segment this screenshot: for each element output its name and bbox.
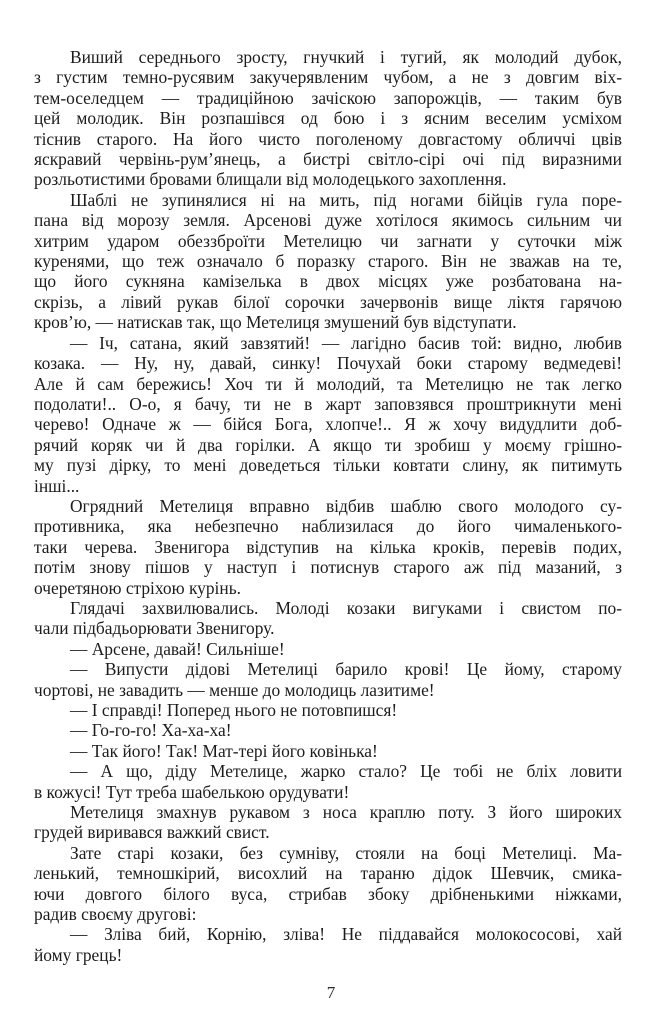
text-line: Метелиця змахнув рукавом з носа краплю поту. З його широких: [70, 802, 622, 823]
text-line: пана від морозу земля. Арсенові дуже хотілося якимось сильним чи: [34, 210, 622, 231]
text-line: — А що, діду Метелице, жарко стало? Це тобі не бліх ловити: [70, 761, 622, 782]
text-line: потім знову пішов у наступ і потиснув старого аж під мазаний, з: [34, 557, 622, 578]
text-line: таки черева. Звенигора відступив на кілька кроків, перевів подих,: [34, 536, 622, 557]
text-line: радив своєму другові:: [34, 904, 197, 925]
text-line: цей молодик. Він розпашівся од бою і з ясним веселим усміхом: [34, 108, 622, 129]
text-line: Зате старі козаки, без сумніву, стояли на боці Метелиці. Ма-: [70, 842, 622, 863]
text-line: що його сукняна камізелька в двох місцях уже розбатована на-: [34, 271, 622, 292]
text-line: в кожусі! Тут треба шабелькою орудувати!: [34, 781, 350, 802]
text-line: розльотистими бровами блищали від молодецького захоплення.: [34, 169, 507, 190]
text-line: Глядачі захвилювались. Молоді козаки вигуками і свистом по-: [70, 597, 622, 618]
page-number: 7: [326, 983, 336, 1002]
paragraph: [34, 333, 622, 496]
text-line: чали підбадьорювати Звенигору.: [34, 618, 275, 639]
paragraph: [34, 802, 622, 843]
text-line: Виший середнього зросту, гнучкий і тугий, як молодий дубок,: [70, 47, 622, 67]
text-line: — І справді! Поперед нього не потовпишся!: [70, 700, 398, 720]
text-block: [34, 47, 622, 965]
text-line: рячий коряк чи й два горілки. А якщо ти зробиш у моєму грішно-: [34, 434, 622, 455]
text-line: хитрим ударом обеззброїти Метелицю чи загнати у суточки між: [34, 230, 622, 251]
text-line: му пузі дірку, то мені доведеться тільки ковтати слину, як питимуть: [34, 455, 622, 476]
text-line: кров’ю, — натискав так, що Метелиця змушений був відступати.: [34, 312, 517, 333]
paragraph: [34, 720, 622, 740]
text-line: — Випусти дідові Метелиці барило крові! Це йому, старому: [70, 659, 622, 680]
text-line: — Зліва бий, Корнію, зліва! Не піддавайся молокососові, хай: [70, 924, 622, 945]
text-line: — Іч, сатана, який завзятий! — лагідно басив той: видно, любив: [70, 332, 622, 353]
paragraph: [34, 700, 622, 720]
text-line: ючи довгого білого вуса, стрибав збоку дрібненькими ніжками,: [34, 883, 622, 904]
paragraph: [34, 598, 622, 639]
text-line: яскравий червінь-рум’янець, а бистрі світло-сірі очі під виразними: [34, 149, 622, 170]
text-line: інші...: [34, 475, 80, 496]
paragraph: [34, 761, 622, 802]
text-line: Огрядний Метелиця вправно відбив шаблю свого молодого су-: [70, 495, 622, 516]
paragraph: [34, 496, 622, 598]
text-line: тіснив старого. На його чисто поголеному довгастому обличчі цвів: [34, 128, 622, 149]
text-line: йому грець!: [34, 944, 123, 965]
text-line: козака. — Ну, ну, давай, синку! Почухай боки старому ведмедеві!: [34, 353, 622, 374]
text-line: противника, яка небезпечно наблизилася до його чималенького-: [34, 516, 622, 537]
text-line: ленький, темношкірий, висохлий на тараню дідок Шевчик, смика-: [34, 863, 622, 884]
text-line: грудей виривався важкий свист.: [34, 822, 270, 843]
paragraph: [34, 190, 622, 333]
text-line: — Так його! Так! Мат-тері його ковінька!: [70, 740, 378, 761]
paragraph: [34, 47, 622, 190]
text-line: — Го-го-го! Ха-ха-ха!: [70, 720, 232, 741]
text-line: чортові, не завадить — менше до молодиць лазитиме!: [34, 679, 435, 700]
paragraph: [34, 639, 622, 659]
paragraph: [34, 924, 622, 965]
paragraph: [34, 741, 622, 761]
text-line: Але й сам бережись! Хоч ти й молодий, та Метелицю не так легко: [34, 373, 622, 394]
text-line: з густим темно-русявим закучерявленим чубом, а не з довгим віх-: [34, 67, 622, 88]
text-line: куренями, що теж означало б поразку старого. Він не зважав на те,: [34, 251, 622, 272]
text-line: подолати!.. О-о, я бачу, ти не в жарт заповзявся проштрикнути мені: [34, 393, 622, 414]
text-line: Шаблі не зупинялися ні на мить, під ногами бійців гула поре-: [70, 189, 622, 210]
paragraph: [34, 659, 622, 700]
text-line: очеретяною стріхою курінь.: [34, 577, 241, 598]
text-line: — Арсене, давай! Сильніше!: [70, 638, 285, 659]
text-line: черево! Одначе ж — бійся Бога, хлопче!.. Я ж хочу видудлити доб-: [34, 414, 622, 435]
text-line: скрізь, а лівий рукав білої сорочки зачервонів вище ліктя гарячою: [34, 291, 622, 312]
text-line: тем-оселедцем — традиційною зачіскою запорожців, — таким був: [34, 87, 622, 108]
paragraph: [34, 843, 622, 925]
